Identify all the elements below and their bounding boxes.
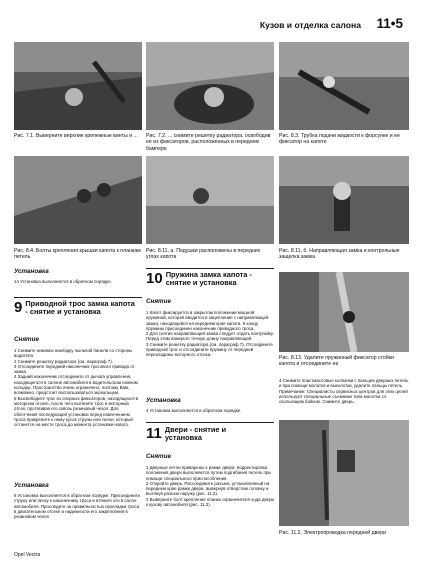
section-10-heading (146, 271, 274, 289)
section-9-heading (14, 300, 142, 318)
section-rule (14, 297, 142, 298)
para-10-3: 3 Снимите решетку радиатора (см. параграф 7). Отсоедините приводной трос и отсоедините пружину от передней перекладины моторного отсека. (146, 341, 273, 358)
subheading-ustanovka-1: Установка (14, 268, 49, 275)
para-9-1: 1 Снимите нижнюю накладку пыльной панели со стороны водителя. (14, 348, 133, 359)
section-rule (146, 268, 274, 269)
caption-fig-8-3: Рис. 8.3. Трубка подачи жидкости к форсунке и ее фиксатор на капоте (279, 133, 400, 146)
caption-fig-8-4: Рис. 8.4. Болты крепления крышки капота к планкам петель (14, 248, 141, 261)
section-title: Кузов и отделка салона (259, 20, 361, 30)
photo-fig-8-3 (279, 42, 409, 130)
section-11-number: 11 (146, 425, 162, 442)
caption-fig-8-13: Рис. 8.13. Удалите пружинный фиксатор стойки капота и отсоедините ее (279, 355, 394, 368)
section-11-title: Двери - снятие и установка (164, 425, 227, 443)
photo-fig-8-11a (146, 156, 274, 244)
para-10-1: 1 Капот фиксируется в закрытом положении мощной пружиной, которая вводится в зацепление с направляющей замка, находящейся на переднем крае капота. К концу пружины присоединен наконечник приводного троса. (146, 310, 269, 331)
para-11-2: 2 Откройте дверь. Рассоедините разъем, установленный на переднем крае рамки двери, вывернув отверстию головку и вытянув разъем наружу (рис. 11.2). (146, 480, 270, 497)
caption-fig-11-2: Рис. 11.2. Электропроводка передней двери (279, 530, 387, 536)
para-9-5: 5 Высвободите трос из опорных фиксаторов, находящихся в моторном отсеке, после чего вытяните трос в моторный отсек, протягивая его сквозь резиновый чехол. Для облегчения последующей установки перед извлечением троса прикрепите к нему кусок струны или лески, который останется на месте троса до момента установки нового. (14, 395, 139, 428)
caption-fig-7-1: Рис. 7.1. Выверните верхние крепежные винты и ... (14, 133, 138, 139)
caption-fig-7-2: Рис. 7.2. ... снимите решетку радиатора, освободив ее из фиксаторов, расположенных в переднем бампере (146, 133, 271, 152)
page-number: 11•5 (376, 16, 403, 31)
subheading-snyatie-11: Снятие (146, 453, 172, 460)
photo-fig-11-2 (279, 420, 409, 526)
section-10-number: 10 (146, 270, 163, 287)
caption-fig-8-11a: Рис. 8.11, а. Подушки расположены в передних углах капота (146, 248, 261, 261)
section-rule (146, 422, 274, 423)
para-11-3: 3 Выверните болт крепления планки ограничителя хода двери к кузову автомобиля (рис. 11.3). (146, 496, 274, 508)
col2-body-11 (146, 465, 274, 507)
section-9-title: Приводной трос замка капота - снятие и установка (25, 299, 135, 317)
photo-fig-7-2 (146, 42, 274, 130)
section-11-heading (146, 426, 274, 444)
col1-body (14, 348, 142, 427)
para-10-2: 2 Для снятия направляющей замка следует отдать контргайку. Перед этим измерьте точную длину направляющей. (146, 331, 274, 342)
page-footer: Opel Vectra (14, 552, 41, 558)
photo-fig-8-4 (14, 156, 142, 244)
para-11-4: 4 Снимите пластмассовые колпачки с пальцев дверных петель и при помощи молотка и выколотки, удалите пальцы петель. Примечание: Специалисты сервисных центров для этих целей используют специальные съемники типа молотка со скользящим бойком. Снимите дверь. (279, 378, 409, 405)
photo-fig-8-13 (279, 272, 409, 352)
para-9-4: 4 Задний наконечник отсоедините от рычага управления, находящегося в салоне автомобиля в водительском ножном колодце. Пространство очень ограничено, поэтому Вам, возможно, предстоит воспользоваться зеркальцем. (14, 374, 138, 396)
para-col1-14: 14 Установка выполняется в обратном порядке. (14, 279, 112, 284)
para-10-4: 4 Установка выполняется в обратном порядке. (146, 408, 242, 413)
para-9-2: 2 Снимите решетку радиатора (см. параграф 7). (14, 358, 113, 364)
page-header (0, 0, 423, 42)
subheading-snyatie-9: Снятие (14, 336, 40, 343)
photo-fig-8-11b (279, 156, 409, 244)
subheading-ustanovka-9: Установка (14, 482, 49, 489)
photo-fig-7-1 (14, 42, 142, 130)
subheading-snyatie-10: Снятие (146, 298, 172, 305)
para-11-1: 1 Дверные петли приварены к рамке двери. Корректировка положения двери выполняется путем подгибания петель при помощи специального приспособления. (146, 465, 271, 481)
section-10-title: Пружина замка капота - снятие и установка (165, 270, 252, 288)
caption-fig-8-11b: Рис. 8.11, б. Направляющая замка и контрольные защелка замка (279, 248, 400, 261)
subheading-ustanovka-10: Установка (146, 397, 181, 404)
col2-body (146, 310, 274, 358)
section-9-number: 9 (14, 299, 23, 316)
para-9-6: 6 Установка выполняется в обратном порядке. Присоедините струну или леску к наконечнику троса и втяните его в салон автомобиля. Проследите за правильностью прокладки троса в двигательном отсеке и надежности его закрепления в резиновом чехле. (14, 493, 141, 520)
para-9-3: 3 Отсоедините передний наконечник тросового привода от замка. (14, 363, 135, 375)
